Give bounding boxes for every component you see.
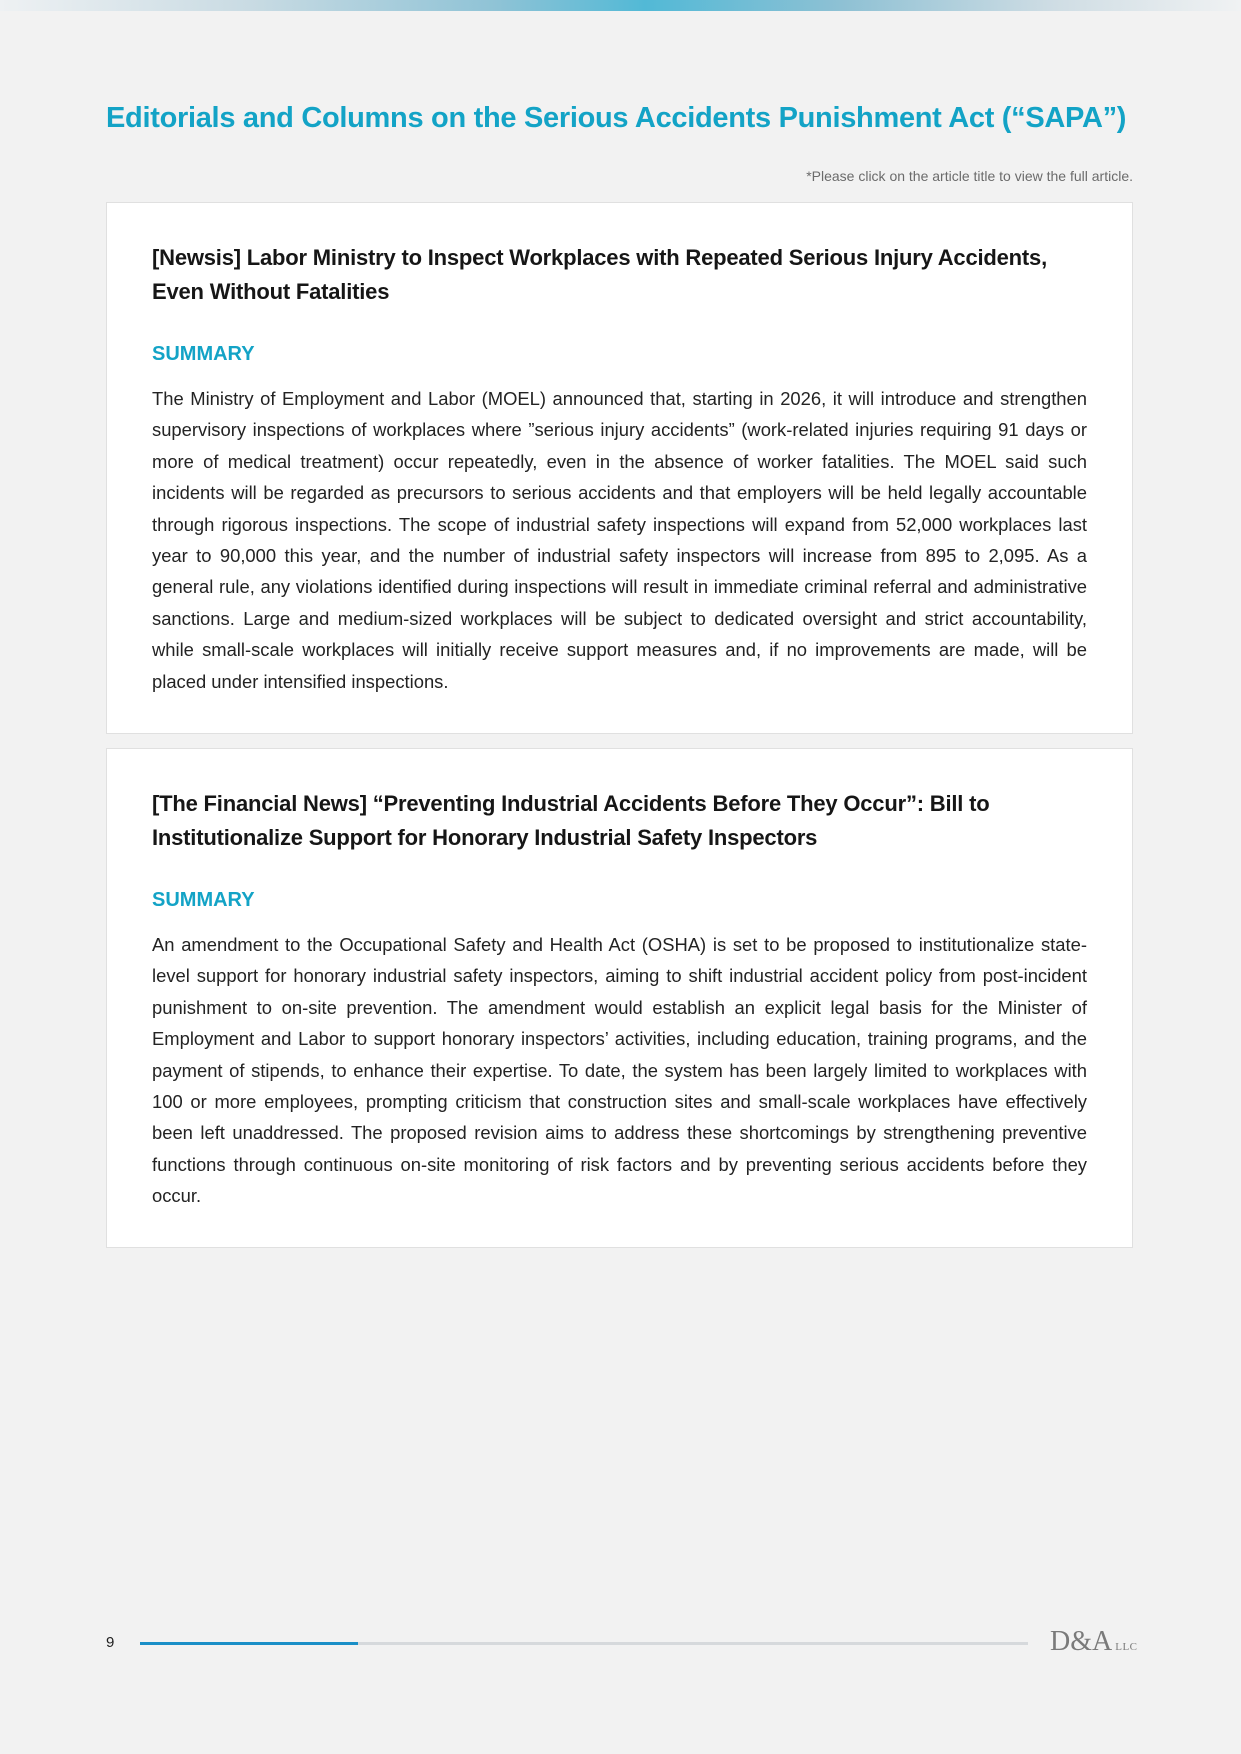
summary-text: An amendment to the Occupational Safety and Health Act (OSHA) is set to be proposed to institutionalize state-level support for honorary industrial safety inspectors, aiming to shift industrial accident policy from post-incident punishment to on-site prevention. The amendment would establish an explicit legal basis for the Minister of Employment and Labor to support honorary inspectors’ activities, including education, training programs, and the payment of stipends, to enhance their expertise. To date, the system has been largely limited to workplaces with 100 or more employees, prompting criticism that construction sites and small-scale workplaces have effectively been left unaddressed. The proposed revision aims to address these shortcomings by strengthening preventive functions through continuous on-site monitoring of risk factors and by preventing serious accidents before they occur. xyxy=(152,934,1087,1207)
company-logo xyxy=(1050,1627,1138,1662)
article-card xyxy=(106,748,1133,1248)
article-title-link[interactable]: [The Financial News] “Preventing Industrial Accidents Before They Occur”: Bill to Institutionalize Support for Honorary Industrial Safety Inspectors xyxy=(152,791,990,850)
summary-text: The Ministry of Employment and Labor (MOEL) announced that, starting in 2026, it will introduce and strengthen supervisory inspections of workplaces where ”serious injury accidents” (work-related injuries requiring 91 days or more of medical treatment) occur repeatedly, even in the absence of worker fatalities. The MOEL said such incidents will be regarded as precursors to serious accidents and that employers will be held legally accountable through rigorous inspections. The scope of industrial safety inspections will expand from 52,000 workplaces last year to 90,000 this year, and the number of industrial safety inspectors will increase from 895 to 2,095. As a general rule, any violations identified during inspections will result in immediate criminal referral and administrative sanctions. Large and medium-sized workplaces will be subject to dedicated oversight and strict accountability, while small-scale workplaces will initially receive support measures and, if no improvements are made, will be placed under intensified inspections. xyxy=(152,388,1087,692)
logo-text: D&A xyxy=(1050,1626,1113,1657)
top-gradient-band xyxy=(0,0,1241,11)
page-progress-fill xyxy=(140,1642,358,1645)
article-title xyxy=(152,241,1092,309)
logo-suffix: LLC xyxy=(1115,1641,1138,1653)
page-progress-track xyxy=(140,1642,1028,1645)
summary-label: SUMMARY xyxy=(152,343,255,365)
article-title-link[interactable]: [Newsis] Labor Ministry to Inspect Workplaces with Repeated Serious Injury Accidents, Even Without Fatalities xyxy=(152,245,1047,304)
click-instruction-note: *Please click on the article title to view the full article. xyxy=(806,168,1133,184)
page-title: Editorials and Columns on the Serious Accidents Punishment Act (“SAPA”) xyxy=(106,102,1127,134)
page-number: 9 xyxy=(106,1634,115,1651)
article-title xyxy=(152,787,1092,855)
summary-label: SUMMARY xyxy=(152,889,255,911)
article-card xyxy=(106,202,1133,734)
